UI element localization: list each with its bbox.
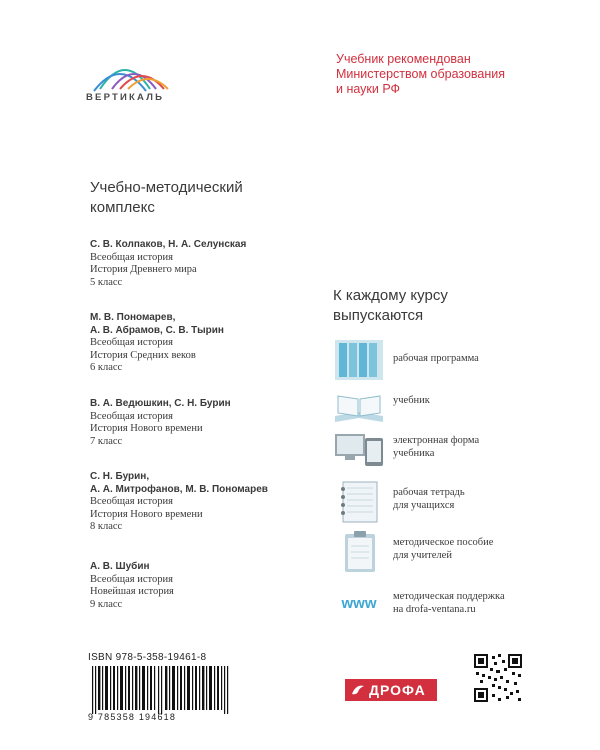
book-authors: С. В. Колпаков, Н. А. Селунская (90, 239, 247, 250)
book-entry (90, 471, 268, 534)
book-line: 5 класс (90, 276, 123, 288)
clipboard-icon (333, 530, 385, 574)
book-line: Новейшая история (90, 586, 174, 597)
book-line: История Нового времени (90, 423, 203, 434)
barcode-digits: 9 785358 194618 (88, 712, 177, 722)
course-item-textbook (333, 386, 583, 432)
series-title (90, 178, 243, 218)
course-item-support (333, 584, 583, 630)
qr-code-icon (474, 654, 522, 702)
devices-icon (333, 428, 385, 472)
book-line: История Средних веков (90, 349, 196, 361)
course-item-line: электронная форма (393, 435, 480, 446)
book-entry (90, 239, 246, 289)
isbn-text: ISBN 978-5-358-19461-8 (88, 652, 207, 663)
book-line: История Древнего мира (90, 264, 197, 275)
book-line: 9 класс (90, 598, 123, 610)
course-item-line: на drofa-ventana.ru (393, 604, 476, 615)
barcode-icon (88, 666, 240, 714)
course-item-program (333, 338, 583, 384)
courses-title-line: К каждому курсу (333, 287, 448, 304)
publisher-name: ДРОФА (369, 682, 426, 698)
course-item-line: рабочая программа (393, 353, 479, 364)
open-book-icon (333, 386, 385, 430)
course-item-workbook (333, 480, 583, 526)
course-item-eform (333, 428, 583, 474)
courses-title (333, 286, 448, 326)
course-item-line: учебник (393, 395, 430, 406)
course-item-line: для учителей (393, 550, 452, 561)
book-authors: С. Н. Бурин, (90, 471, 150, 482)
book-authors: А. В. Абрамов, С. В. Тырин (90, 324, 224, 336)
course-item-label (393, 536, 493, 562)
book-line: 7 класс (90, 435, 123, 447)
book-line: Всеобщая история (90, 410, 173, 422)
course-item-label (393, 394, 430, 407)
book-entry (90, 398, 231, 448)
book-authors: В. А. Ведюшкин, С. Н. Бурин (90, 398, 231, 409)
book-line: Всеобщая история (90, 337, 173, 348)
recommendation-line: Учебник рекомендован (336, 52, 471, 66)
series-title-line: Учебно-методический (90, 179, 243, 196)
series-title-line: комплекс (90, 199, 155, 216)
publisher-logo (345, 679, 437, 701)
book-line: 6 класс (90, 362, 123, 373)
book-line: История Нового времени (90, 508, 203, 520)
binders-icon (333, 338, 385, 382)
logo-text: ВЕРТИКАЛЬ (86, 92, 165, 103)
book-entry (90, 312, 224, 375)
www-icon (333, 584, 385, 628)
course-item-label (393, 434, 479, 460)
course-item-line: для учащихся (393, 500, 455, 511)
notebook-icon (333, 480, 385, 524)
publisher-bird-icon (350, 682, 366, 698)
book-line: Всеобщая история (90, 573, 173, 585)
book-entry (90, 561, 174, 611)
www-icon-text: www (341, 595, 377, 612)
book-authors: А. А. Митрофанов, М. В. Пономарев (90, 483, 268, 495)
course-item-label (393, 352, 479, 365)
course-item-line: методическая поддержка (393, 591, 505, 602)
courses-title-line: выпускаются (333, 307, 424, 324)
course-item-label (393, 486, 465, 512)
book-authors: М. В. Пономарев, (90, 312, 176, 323)
recommendation-line: и науки РФ (336, 82, 401, 96)
course-item-label (393, 590, 505, 616)
course-item-line: рабочая тетрадь (393, 487, 465, 498)
course-item-line: учебника (393, 448, 435, 459)
book-line: Всеобщая история (90, 251, 173, 263)
book-authors: А. В. Шубин (90, 561, 150, 572)
course-item-teacher-guide (333, 530, 583, 576)
recommendation-line: Министерством образования (336, 67, 506, 81)
recommendation-text (336, 52, 556, 97)
book-line: Всеобщая история (90, 496, 173, 507)
course-item-line: методическое пособие (393, 537, 494, 548)
book-line: 8 класс (90, 521, 123, 532)
